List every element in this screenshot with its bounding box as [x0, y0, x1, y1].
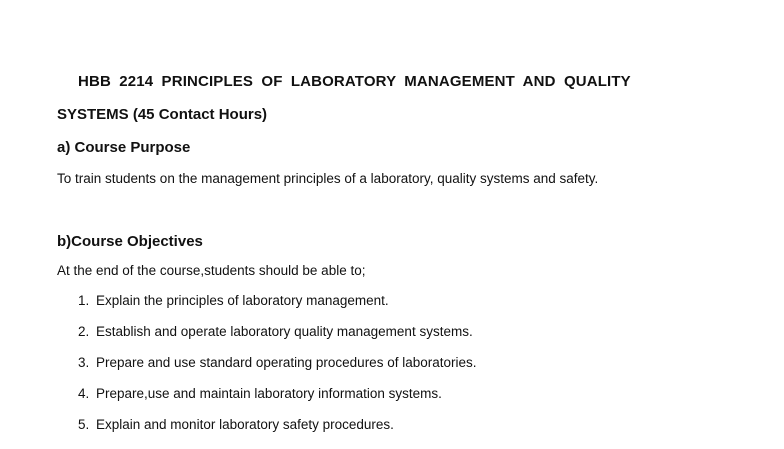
objective-text: Prepare and use standard operating procedures of laboratories.	[96, 355, 477, 370]
objective-number: 4.	[78, 386, 90, 401]
objective-item	[78, 294, 477, 325]
objective-number: 3.	[78, 355, 90, 370]
objective-item	[78, 418, 477, 449]
course-title-line-1: HBB 2214 PRINCIPLES OF LABORATORY MANAGEMENT AND QUALITY	[78, 73, 631, 90]
course-purpose-heading: a) Course Purpose	[57, 139, 191, 156]
course-objectives-heading: b)Course Objectives	[57, 233, 203, 250]
objective-number: 1.	[78, 293, 90, 308]
course-objectives-intro: At the end of the course,students should be able to;	[57, 263, 366, 278]
objective-number: 5.	[78, 417, 90, 432]
objective-text: Explain and monitor laboratory safety procedures.	[96, 417, 394, 432]
course-objectives-list	[78, 294, 477, 449]
objective-number: 2.	[78, 324, 90, 339]
objective-text: Prepare,use and maintain laboratory information systems.	[96, 386, 442, 401]
objective-item	[78, 387, 477, 418]
course-purpose-text: To train students on the management principles of a laboratory, quality systems and safety.	[57, 171, 599, 186]
objective-text: Explain the principles of laboratory management.	[96, 293, 389, 308]
objective-text: Establish and operate laboratory quality management systems.	[96, 324, 473, 339]
objective-item	[78, 356, 477, 387]
course-title-line-2: SYSTEMS (45 Contact Hours)	[57, 106, 268, 123]
objective-item	[78, 325, 477, 356]
